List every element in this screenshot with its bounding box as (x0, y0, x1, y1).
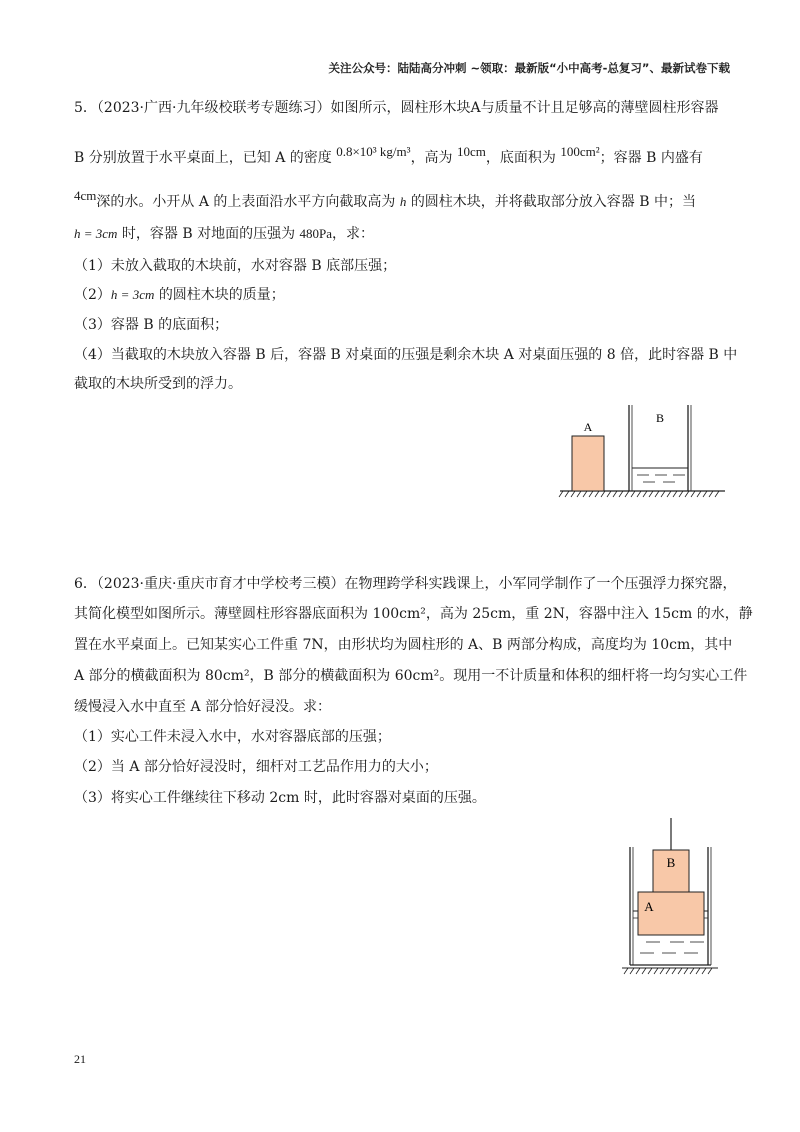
problem-5-line-1 (74, 98, 740, 118)
problem-5-question-2 (74, 285, 740, 305)
label-a: A (583, 420, 593, 434)
problem-6-line-2: 其简化模型如图所示。薄壁圆柱形容器底面积为 100cm²，高为 25cm，重 2N，容器中注入 15cm 的水，静 (74, 606, 753, 622)
problem-6-number: 6． (74, 576, 97, 592)
page-header: 关注公众号：陆陆高分冲刺 ~领取：最新版“小中高考-总复习”、最新试卷下载 (328, 61, 730, 75)
problem-6-line-1 (74, 574, 740, 594)
problem-6-question-1: （1）实心工件未浸入水中，水对容器底部的压强； (74, 729, 391, 745)
problem-6-line-5: 缓慢浸入水中直至 A 部分恰好浸没。求： (74, 699, 332, 715)
problem-6-source: （2023·重庆·重庆市育才中学校考三模） (96, 576, 345, 592)
problem-5-text: ，底面积为 (485, 150, 556, 166)
problem-5-text: B 分别放置于水平桌面上，已知 A 的密度 (74, 150, 332, 166)
label-b: B (655, 411, 665, 425)
problem-5-figure (555, 400, 730, 500)
problem-5-line-3 (74, 188, 740, 212)
problem-6-line-3: 置在水平桌面上。已知某实心工件重 7N，由形状均为圆柱形的 A、B 两部分构成，高度均为 10cm，其中 (74, 637, 733, 653)
wood-block-a (572, 436, 604, 491)
problem-6-line-4: A 部分的横截面积为 80cm²，B 部分的横截面积为 60cm²。现用一不计质量和体积的细杆将一均匀实心工件 (74, 668, 748, 684)
label-b: B (666, 855, 676, 870)
height-value: 10cm (457, 144, 486, 159)
problem-6-question-2: （2）当 A 部分恰好浸没时，细杆对工艺品作用力的大小； (74, 759, 438, 775)
problem-5-text: ，求： (332, 226, 375, 242)
problem-5-text: ，高为 (410, 150, 453, 166)
problem-5-question-3: （3）容器 B 的底面积； (74, 317, 229, 333)
density-value: 0.8×10³ kg/m³ (336, 144, 411, 159)
problem-5-line-2 (74, 144, 740, 168)
problem-6-question-3: （3）将实心工件继续往下移动 2cm 时，此时容器对桌面的压强。 (74, 790, 486, 806)
problem-5-question-4: （4）当截取的木块放入容器 B 后，容器 B 对桌面的压强是剩余木块 A 对桌面压强的 8 倍，此时容器 B 中 (74, 347, 738, 363)
problem-5-text: 时，容器 B 对地面的压强为 (121, 226, 296, 242)
pressure-value: 480Pa (299, 226, 333, 241)
problem-5-text: 的圆柱木块的质量； (158, 287, 285, 303)
problem-5-question-1: （1）未放入截取的木块前，水对容器 B 底部压强； (74, 258, 397, 274)
problem-5-text: ；容器 B 内盛有 (599, 150, 703, 166)
problem-5-source: （2023·广西·九年级校联考专题练习） (96, 100, 331, 116)
problem-5-text: 的圆柱木块，并将截取部分放入容器 B 中；当 (410, 194, 696, 210)
area-value: 100cm² (560, 144, 600, 159)
problem-5-question-4-cont: 截取的木块所受到的浮力。 (74, 376, 242, 392)
h-equation: h = 3cm (74, 226, 118, 241)
h-equation: h = 3cm (110, 287, 155, 302)
question-number: （2） (74, 287, 111, 303)
page-number: 21 (74, 1052, 86, 1066)
h-variable: h (399, 194, 407, 209)
problem-6-figure (618, 815, 723, 975)
water-depth-value: 4cm (74, 188, 97, 203)
problem-6-text: 在物理跨学科实践课上，小军同学制作了一个压强浮力探究器， (344, 576, 737, 592)
problem-5-number: 5． (74, 100, 97, 116)
problem-5-text: 如图所示，圆柱形木块A与质量不计且足够高的薄壁圆柱形容器 (330, 100, 719, 116)
problem-5-text: 深的水。小开从 A 的上表面沿水平方向截取高为 (96, 194, 396, 210)
problem-5-line-4 (74, 224, 740, 244)
label-a: A (644, 899, 654, 914)
